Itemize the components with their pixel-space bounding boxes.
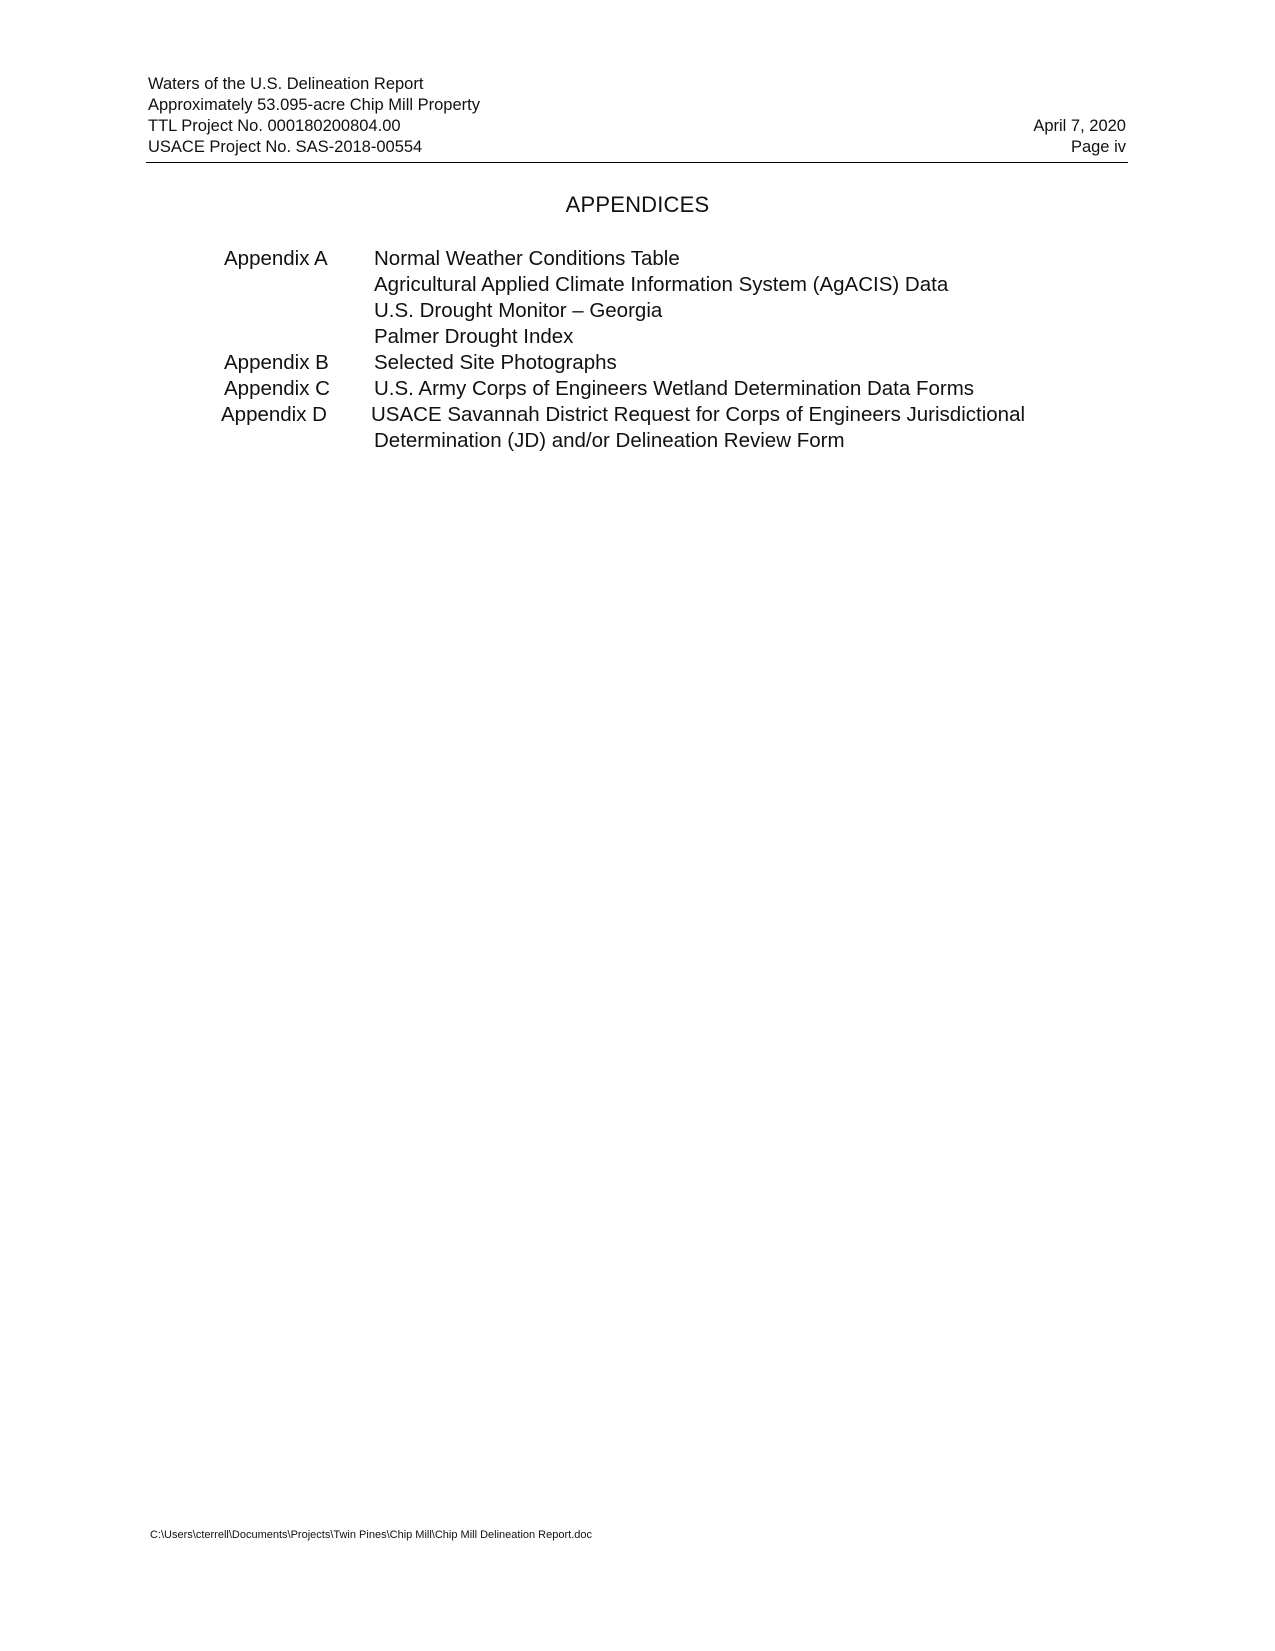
header-row-1	[148, 74, 1126, 95]
appendix-item: Selected Site Photographs	[374, 351, 617, 374]
appendix-item: Palmer Drought Index	[374, 325, 574, 348]
appendix-a	[0, 246, 1275, 350]
appendix-item: Agricultural Applied Climate Information System (AgACIS) Data	[374, 273, 949, 296]
property-name: Approximately 53.095-acre Chip Mill Property	[148, 96, 480, 114]
usace-project-number: USACE Project No. SAS-2018-00554	[148, 138, 423, 156]
appendix-item: U.S. Drought Monitor – Georgia	[374, 299, 663, 322]
appendix-c	[0, 376, 1275, 402]
appendix-label: Appendix A	[224, 247, 328, 270]
appendix-items	[374, 376, 1275, 402]
appendix-d	[0, 402, 1275, 454]
report-title: Waters of the U.S. Delineation Report	[148, 75, 424, 93]
document-file-path: C:\Users\cterrell\Documents\Projects\Twin Pines\Chip Mill\Chip Mill Delineation Report.doc	[150, 1529, 592, 1541]
header-row-2	[148, 95, 1126, 116]
appendix-items	[374, 246, 1275, 350]
ttl-project-number: TTL Project No. 000180200804.00	[148, 117, 401, 135]
appendix-label: Appendix B	[224, 351, 329, 374]
appendix-item: USACE Savannah District Request for Corps of Engineers Jurisdictional	[371, 403, 1026, 426]
page-header	[148, 74, 1126, 158]
appendix-label: Appendix C	[224, 377, 330, 400]
appendix-items	[374, 350, 1275, 376]
appendix-list	[0, 246, 1275, 454]
appendix-items	[371, 402, 1275, 454]
appendix-item: Determination (JD) and/or Delineation Review Form	[374, 429, 845, 452]
header-row-3	[148, 116, 1126, 137]
appendix-b	[0, 350, 1275, 376]
appendix-item: Normal Weather Conditions Table	[374, 247, 680, 270]
header-row-4	[148, 137, 1126, 158]
appendix-item: U.S. Army Corps of Engineers Wetland Determination Data Forms	[374, 377, 975, 400]
report-date: April 7, 2020	[1033, 117, 1126, 135]
page-title: APPENDICES	[565, 192, 710, 217]
header-divider	[146, 162, 1128, 163]
appendix-label: Appendix D	[221, 403, 327, 426]
page-number: Page iv	[1070, 138, 1126, 156]
